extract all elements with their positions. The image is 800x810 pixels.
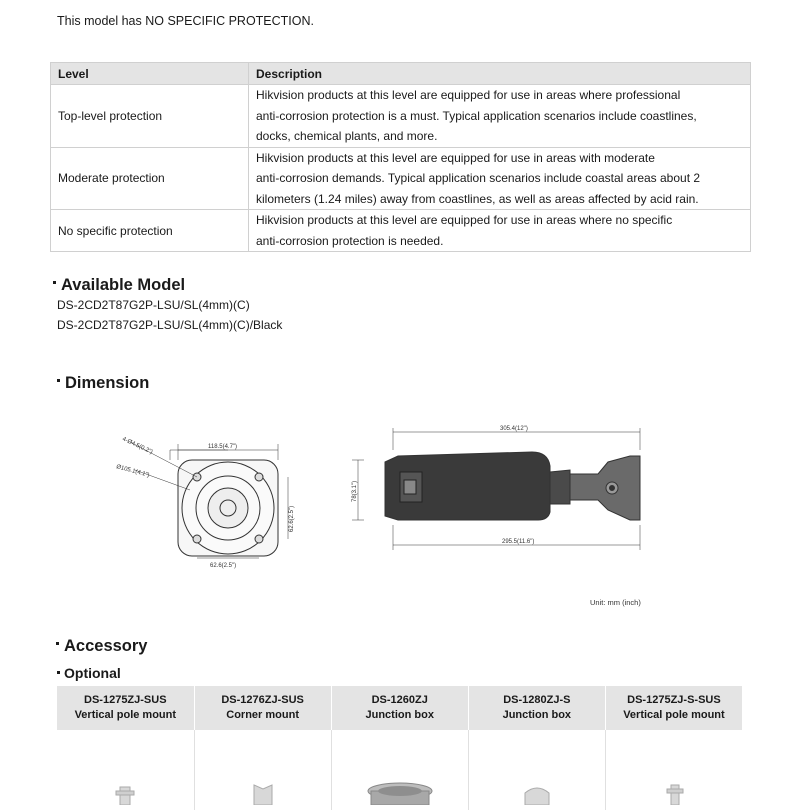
dim-label-body-length: 295.5(11.6")	[502, 539, 535, 545]
model-name: DS-2CD2T87G2P-LSU/SL(4mm)(C)/Black	[57, 318, 283, 332]
accessory-image-cell	[194, 730, 331, 810]
dim-label-height: 78(3.1")	[352, 480, 358, 502]
dim-label-height-right: 62.6(2.5")	[289, 505, 295, 532]
subheading-text: Optional	[64, 665, 121, 681]
accessory-header-cell	[331, 686, 468, 730]
corner-mount-image-icon	[248, 781, 278, 805]
description-line: anti-corrosion protection is a must. Typical application scenarios include coastlines,	[256, 108, 697, 123]
description-line: anti-corrosion protection is needed.	[256, 233, 444, 248]
dim-label-total-length: 305.4(12")	[500, 426, 528, 432]
description-line: Hikvision products at this level are equipped for use in areas where no specific	[256, 213, 673, 227]
pole-mount-image-icon	[110, 781, 140, 805]
heading-text: Accessory	[64, 637, 148, 655]
accessory-header-cell	[605, 686, 742, 730]
dim-label-width-bottom: 62.6(2.5")	[210, 563, 237, 569]
dim-label-hole: 4-Ø4.5(0.2")	[121, 436, 154, 456]
dim-label-width-top: 118.5(4.7")	[208, 444, 238, 450]
pole-mount-image-icon	[659, 781, 689, 805]
accessory-model: DS-1276ZJ-SUS	[221, 694, 304, 706]
protection-level-table	[50, 62, 751, 252]
protection-statement: This model has NO SPECIFIC PROTECTION.	[57, 14, 314, 28]
bullet-square-icon	[57, 671, 60, 674]
junction-box-image-icon	[365, 781, 435, 805]
accessory-image-cell	[468, 730, 605, 810]
accessory-image-cell	[331, 730, 468, 810]
available-model-heading	[53, 276, 185, 295]
accessory-image-cell	[605, 730, 742, 810]
accessory-image-row	[57, 730, 743, 810]
accessory-type: Vertical pole mount	[74, 709, 177, 721]
description-cell	[249, 210, 751, 252]
description-line: anti-corrosion demands. Typical application scenarios include coastal areas about 2	[256, 171, 701, 185]
accessory-header-cell	[468, 686, 605, 730]
header-level: Level	[51, 63, 249, 85]
junction-box-image-icon	[519, 781, 555, 805]
accessory-image-cell	[57, 730, 194, 810]
header-description: Description	[249, 63, 751, 85]
table-row	[51, 210, 751, 252]
bullet-square-icon	[53, 281, 56, 284]
dimension-drawing	[100, 420, 660, 580]
accessory-model: DS-1275ZJ-SUS	[84, 694, 167, 706]
accessory-model: DS-1280ZJ-S	[503, 694, 571, 706]
accessory-type: Junction box	[365, 709, 434, 721]
heading-text: Dimension	[65, 374, 150, 392]
accessory-type: Corner mount	[226, 709, 299, 721]
bullet-square-icon	[57, 379, 60, 382]
description-line: docks, chemical plants, and more.	[256, 129, 438, 143]
table-row	[51, 147, 751, 210]
accessory-type: Junction box	[502, 709, 572, 721]
level-cell: Moderate protection	[51, 147, 249, 210]
table-row	[51, 85, 751, 148]
description-line: kilometers (1.24 miles) away from coastlines, as well as areas affected by acid rain.	[256, 191, 699, 206]
model-name: DS-2CD2T87G2P-LSU/SL(4mm)(C)	[57, 298, 250, 312]
accessory-header-cell	[194, 686, 331, 730]
dimension-heading	[57, 374, 149, 393]
level-cell: Top-level protection	[51, 85, 249, 148]
bullet-square-icon	[56, 642, 59, 645]
accessory-type: Vertical pole mount	[623, 709, 725, 721]
accessory-heading	[56, 637, 147, 656]
accessory-model: DS-1260ZJ	[371, 694, 428, 706]
dim-label-circle: Ø105.1(4.1")	[115, 464, 151, 479]
description-cell	[249, 85, 751, 148]
accessory-header-row	[57, 686, 743, 730]
unit-note: Unit: mm (inch)	[590, 598, 641, 607]
accessory-header-cell	[57, 686, 194, 730]
mount-base-view	[130, 442, 288, 558]
heading-text: Available Model	[61, 276, 186, 294]
accessory-table	[57, 686, 743, 810]
accessory-model: DS-1275ZJ-S-SUS	[627, 694, 721, 706]
description-line: Hikvision products at this level are equipped for use in areas where professional	[256, 88, 681, 102]
camera-side-view	[352, 428, 640, 550]
optional-subheading	[57, 665, 121, 681]
table-header-row	[51, 63, 751, 85]
description-line: Hikvision products at this level are equipped for use in areas with moderate	[256, 150, 655, 165]
description-cell	[249, 147, 751, 210]
level-cell: No specific protection	[51, 210, 249, 252]
